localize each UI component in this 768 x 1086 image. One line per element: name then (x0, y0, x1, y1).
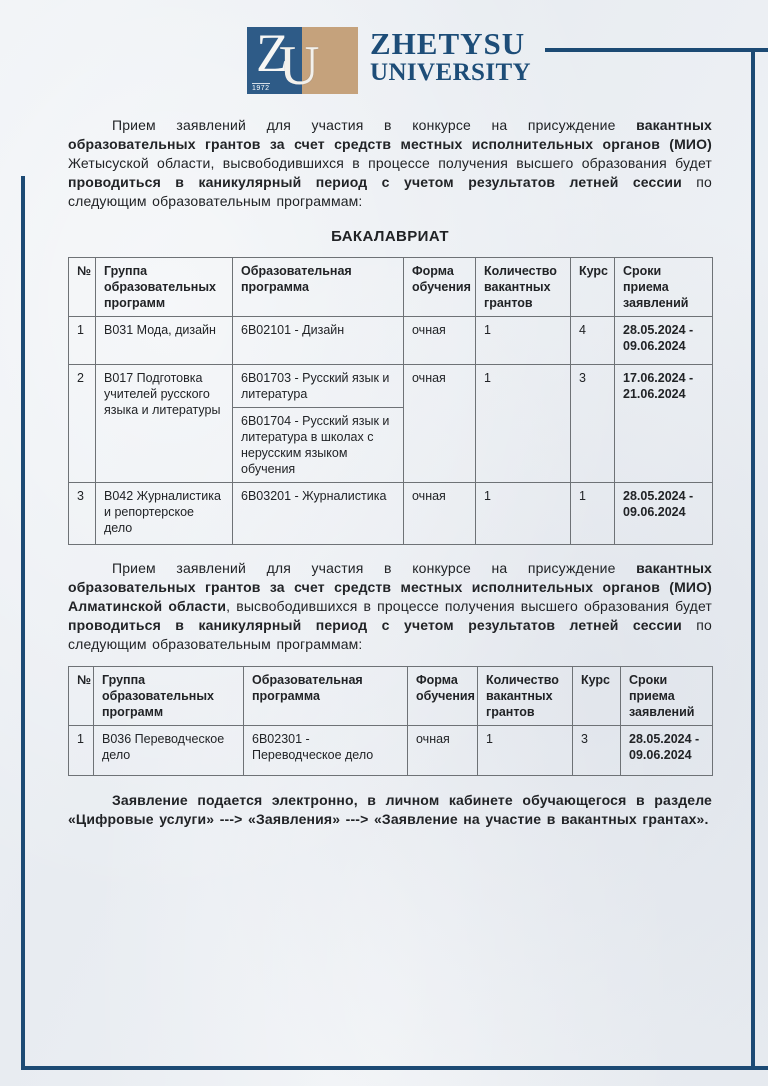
logo-year: 1972 (252, 85, 270, 92)
col-header-program: Образовательная программа (244, 667, 408, 726)
col-header-num: № (69, 667, 94, 726)
intro-paragraph-zhetysu (68, 116, 712, 211)
intro2-tail: по следующим образовательным программам: (68, 617, 712, 652)
cell-program: 6B03201 - Журналистика (233, 483, 404, 545)
intro2-bold-grants: вакантных образовательных грантов за счет средств местных исполнительных органов (МИО) Алматинской области (68, 560, 712, 614)
col-header-form: Форма обучения (404, 258, 476, 317)
cell-quantity: 1 (476, 483, 571, 545)
cell-num: 1 (69, 317, 96, 365)
cell-group: B042 Журналистика и репортерское дело (96, 483, 233, 545)
cell-form: очная (404, 365, 476, 483)
section-title-bachelor: БАКАЛАВРИАТ (331, 228, 449, 245)
intro2-lead: Прием заявлений для участия в конкурсе на присуждение (112, 560, 637, 576)
intro1-bold-grants: вакантных образовательных грантов за счет средств местных исполнительных органов (МИО) (68, 117, 712, 152)
cell-quantity: 1 (476, 365, 571, 483)
col-header-course: Курс (573, 667, 621, 726)
cell-program-b: 6B01704 - Русский язык и литература в школах с нерусским языком обучения (233, 408, 404, 483)
col-header-quantity: Количество вакантных грантов (478, 667, 573, 726)
cell-quantity: 1 (476, 317, 571, 365)
intro1-bold-period: проводиться в каникулярный период с учетом результатов летней сессии (68, 174, 682, 190)
table-row (69, 483, 713, 545)
cell-dates: 28.05.2024 - 09.06.2024 (621, 726, 713, 776)
logo-monogram (247, 23, 358, 97)
intro-paragraph-almaty (68, 559, 712, 654)
table-header-row (69, 667, 713, 726)
col-header-program: Образовательная программа (233, 258, 404, 317)
cell-group: B017 Подготовка учителей русского языка и литературы (96, 365, 233, 483)
logo-letter-u: U (279, 35, 320, 97)
table-row (69, 726, 713, 776)
logo-wordmark (358, 27, 531, 86)
cell-dates: 28.05.2024 - 09.06.2024 (615, 317, 713, 365)
logo-letter-z: Z (256, 23, 289, 83)
col-header-course: Курс (571, 258, 615, 317)
col-header-dates: Сроки приема заявлений (621, 667, 713, 726)
cell-group: B036 Переводческое дело (94, 726, 244, 776)
cell-course: 3 (573, 726, 621, 776)
logo-name-line2: UNIVERSITY (370, 59, 531, 86)
cell-course: 4 (571, 317, 615, 365)
frame-line-right (751, 48, 755, 1070)
intro1-lead: Прием заявлений для участия в конкурсе на присуждение (112, 117, 637, 133)
cell-quantity: 1 (478, 726, 573, 776)
grants-table-almaty (68, 666, 713, 776)
col-header-group: Группа образовательных программ (96, 258, 233, 317)
university-logo (0, 0, 768, 97)
intro1-middle: Жетысуской области, высвободившихся в процессе получения высшего образования будет (68, 155, 712, 171)
col-header-num: № (69, 258, 96, 317)
table-row (69, 365, 713, 408)
col-header-dates: Сроки приема заявлений (615, 258, 713, 317)
cell-form: очная (404, 483, 476, 545)
grants-table-zhetysu (68, 257, 713, 545)
col-header-quantity: Количество вакантных грантов (476, 258, 571, 317)
cell-num: 2 (69, 365, 96, 483)
cell-form: очная (408, 726, 478, 776)
intro2-bold-period: проводиться в каникулярный период с учетом результатов летней сессии (68, 617, 682, 633)
cell-dates: 17.06.2024 - 21.06.2024 (615, 365, 713, 483)
col-header-form: Форма обучения (408, 667, 478, 726)
cell-program: 6B02301 - Переводческое дело (244, 726, 408, 776)
table-header-row (69, 258, 713, 317)
cell-program-a: 6B01703 - Русский язык и литература (233, 365, 404, 408)
intro2-middle: , высвободившихся в процессе получения высшего образования будет (226, 598, 712, 614)
cell-num: 1 (69, 726, 94, 776)
application-note: Заявление подается электронно, в личном кабинете обучающегося в разделе «Цифровые услуги» ---> «Заявления» ---> «Заявление на участие в вакантных грантах». (68, 792, 712, 827)
frame-line-bottom (21, 1066, 768, 1070)
cell-program: 6B02101 - Дизайн (233, 317, 404, 365)
cell-course: 3 (571, 365, 615, 483)
cell-dates: 28.05.2024 - 09.06.2024 (615, 483, 713, 545)
logo-name-line1: ZHETYSU (370, 26, 526, 61)
cell-num: 3 (69, 483, 96, 545)
cell-group: B031 Мода, дизайн (96, 317, 233, 365)
cell-form: очная (404, 317, 476, 365)
col-header-group: Группа образовательных программ (94, 667, 244, 726)
frame-line-top-right (545, 48, 768, 52)
table-row (69, 317, 713, 365)
cell-course: 1 (571, 483, 615, 545)
intro1-tail: по следующим образовательным программам: (68, 174, 712, 209)
frame-line-left (21, 176, 25, 1070)
